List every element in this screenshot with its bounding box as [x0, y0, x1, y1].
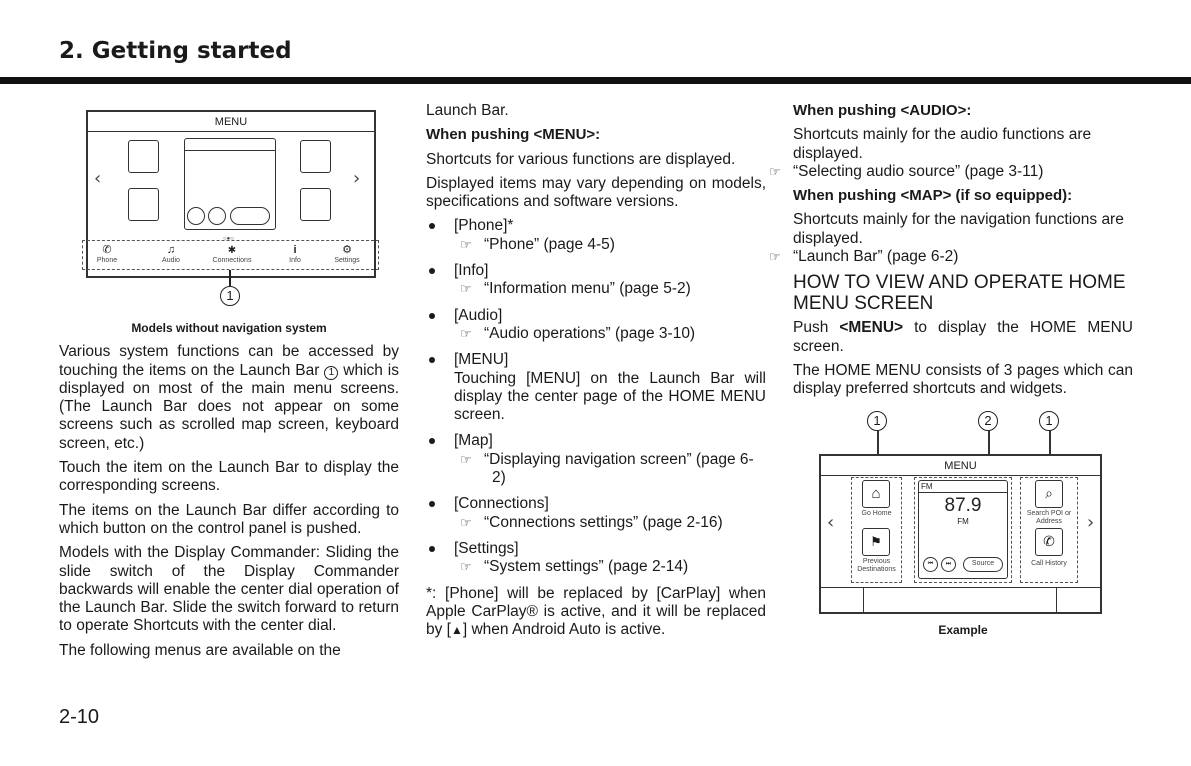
reference-icon: ☞	[460, 451, 472, 467]
list-item: [Audio] ☞ “Audio operations” (page 3-10)	[426, 307, 766, 344]
paragraph: Shortcuts mainly for the navigation functions are displayed.	[793, 211, 1124, 247]
section-heading: HOW TO VIEW AND OPERATE HOME MENU SCREEN	[793, 272, 1126, 315]
figure-caption: Models without navigation system	[131, 321, 327, 335]
callout-1: 1	[1039, 411, 1059, 431]
figure-caption: Example	[938, 622, 988, 637]
paragraph: The following menus are available on the	[59, 641, 341, 659]
right-column	[769, 102, 1133, 645]
figure-launch-bar	[84, 102, 384, 315]
list-item: [Map] ☞ “Displaying navigation screen” (page 6-2)	[426, 432, 766, 487]
page-indicator: ○●○	[223, 236, 234, 242]
reference-icon: ☞	[460, 559, 472, 575]
left-column	[59, 102, 399, 666]
shortcut-tile	[128, 188, 159, 221]
reference-link[interactable]: “Launch Bar” (page 6-2)	[793, 248, 959, 266]
paragraph: Models with the Display Commander: Sliding the slide switch of the Display Commander backwards will enable the center dial operation of the Launch Bar. Slide the switch forward to return to operate Shortcuts with the center dial.	[59, 544, 399, 635]
reference-icon: ☞	[460, 281, 472, 297]
list-item: [Phone]* ☞ “Phone” (page 4-5)	[426, 217, 766, 254]
callout-1: 1	[867, 411, 887, 431]
band-sub: FM	[957, 516, 969, 526]
reference-icon: ☞	[460, 514, 472, 530]
flag-icon: ⚑	[862, 528, 890, 556]
paragraph: Shortcuts mainly for the audio functions are displayed.	[793, 126, 1092, 162]
reference-link[interactable]: “Information menu” (page 5-2)	[484, 280, 691, 298]
chevron-left-icon: ‹	[827, 511, 835, 533]
label: Phone	[96, 257, 118, 264]
callout-2: 2	[978, 411, 998, 431]
list-item: [Info] ☞ “Information menu” (page 5-2)	[426, 262, 766, 299]
shortcut-label: Call History	[1031, 559, 1067, 567]
bluetooth-icon: ✱	[227, 245, 237, 256]
home-icon: ⌂	[862, 480, 890, 508]
callout-1: 1	[220, 286, 240, 306]
reference-icon: ☞	[460, 236, 472, 252]
reference-link[interactable]: “Audio operations” (page 3-10)	[484, 324, 696, 342]
phone-icon: ✆	[102, 244, 112, 256]
launch-audio	[156, 244, 186, 265]
paragraph: Displayed items may vary depending on models, specifications and software versions.	[426, 174, 766, 211]
list-item: [Settings] ☞ “System settings” (page 2-14)	[426, 540, 766, 577]
page-number: 2-10	[59, 706, 100, 728]
reference-link[interactable]: “Selecting audio source” (page 3-11)	[793, 162, 1044, 180]
call-history-icon: ✆	[1035, 528, 1063, 556]
screen-title: MENU	[88, 112, 374, 132]
shortcut-label: Go Home	[861, 509, 892, 517]
chevron-right-icon: ›	[353, 168, 361, 189]
subheading: When pushing <AUDIO>:	[793, 102, 972, 119]
launch-settings	[330, 244, 364, 265]
paragraph: The items on the Launch Bar differ according to which button on the control panel is pushed.	[59, 501, 399, 537]
next-icon: ⏭	[941, 557, 956, 572]
reference-link[interactable]: “Displaying navigation screen” (page 6-2)	[484, 450, 754, 487]
list-item: [MENU] Touching [MENU] on the Launch Bar will display the center page of the HOME MENU screen.	[426, 351, 766, 424]
section-title: 2. Getting started	[59, 38, 292, 64]
audio-widget	[918, 480, 1008, 579]
gear-icon: ⚙	[342, 244, 352, 256]
footnote: *: [Phone] will be replaced by [CarPlay] when Apple CarPlay® is active, and it will be replaced by [▲] when Android Auto is active.	[426, 584, 766, 639]
chevron-right-icon: ›	[1087, 511, 1095, 533]
shortcut-label: Previous Destinations	[857, 557, 896, 573]
widget	[184, 138, 276, 230]
reference-icon: ☞	[460, 325, 472, 341]
launch-connections	[208, 244, 256, 265]
shortcut-label: Search POI or Address	[1026, 509, 1072, 525]
list-item: [Connections] ☞ “Connections settings” (page 2-16)	[426, 495, 766, 532]
paragraph: Launch Bar.	[426, 102, 509, 119]
middle-column	[426, 102, 766, 645]
subheading: When pushing <MENU>:	[426, 126, 601, 144]
label: Connections	[212, 257, 252, 264]
launch-info	[280, 244, 310, 265]
paragraph: Push <MENU> to display the HOME MENU screen.	[793, 319, 1133, 355]
figure-home-menu	[815, 411, 1115, 623]
source-button: Source	[963, 557, 1003, 572]
shortcut-tile	[300, 188, 331, 221]
paragraph: Shortcuts for various functions are displayed.	[426, 150, 736, 168]
paragraph: Various system functions can be accessed by touching the items on the Launch Bar 1 which is displayed on most of the main menu screens. (The Launch Bar does not appear on some screens such as scrolled map screen, keyboard screen, etc.)	[59, 343, 399, 452]
header-rule	[0, 77, 1191, 84]
reference-link[interactable]: “System settings” (page 2-14)	[484, 558, 689, 576]
launch-phone	[92, 244, 122, 265]
reference-icon: ☞	[769, 163, 781, 179]
frequency: 87.9	[944, 494, 982, 516]
chevron-left-icon: ‹	[94, 168, 102, 189]
subheading: When pushing <MAP> (if so equipped):	[793, 187, 1073, 205]
label: Info	[289, 257, 301, 264]
reference-link[interactable]: “Connections settings” (page 2-16)	[484, 513, 723, 531]
android-auto-icon: ▲	[450, 623, 463, 638]
reference-icon: ☞	[769, 249, 781, 265]
reference-link[interactable]: “Phone” (page 4-5)	[484, 235, 615, 253]
paragraph: The HOME MENU consists of 3 pages which can display preferred shortcuts and widgets.	[793, 361, 1133, 398]
info-icon: i	[293, 244, 297, 256]
music-icon: ♫	[166, 244, 176, 256]
shortcut-tile	[128, 140, 159, 173]
shortcut-tile	[300, 140, 331, 173]
previous-icon: ⏮	[923, 557, 938, 572]
screen-title: MENU	[821, 456, 1100, 476]
paragraph: Touch the item on the Launch Bar to display the corresponding screens.	[59, 459, 399, 495]
screen-frame	[819, 454, 1102, 614]
search-icon: ⌕	[1035, 480, 1063, 508]
label: Audio	[162, 257, 180, 264]
band-label: FM	[921, 481, 933, 491]
callout-1: 1	[324, 366, 338, 380]
label: Settings	[334, 257, 360, 264]
